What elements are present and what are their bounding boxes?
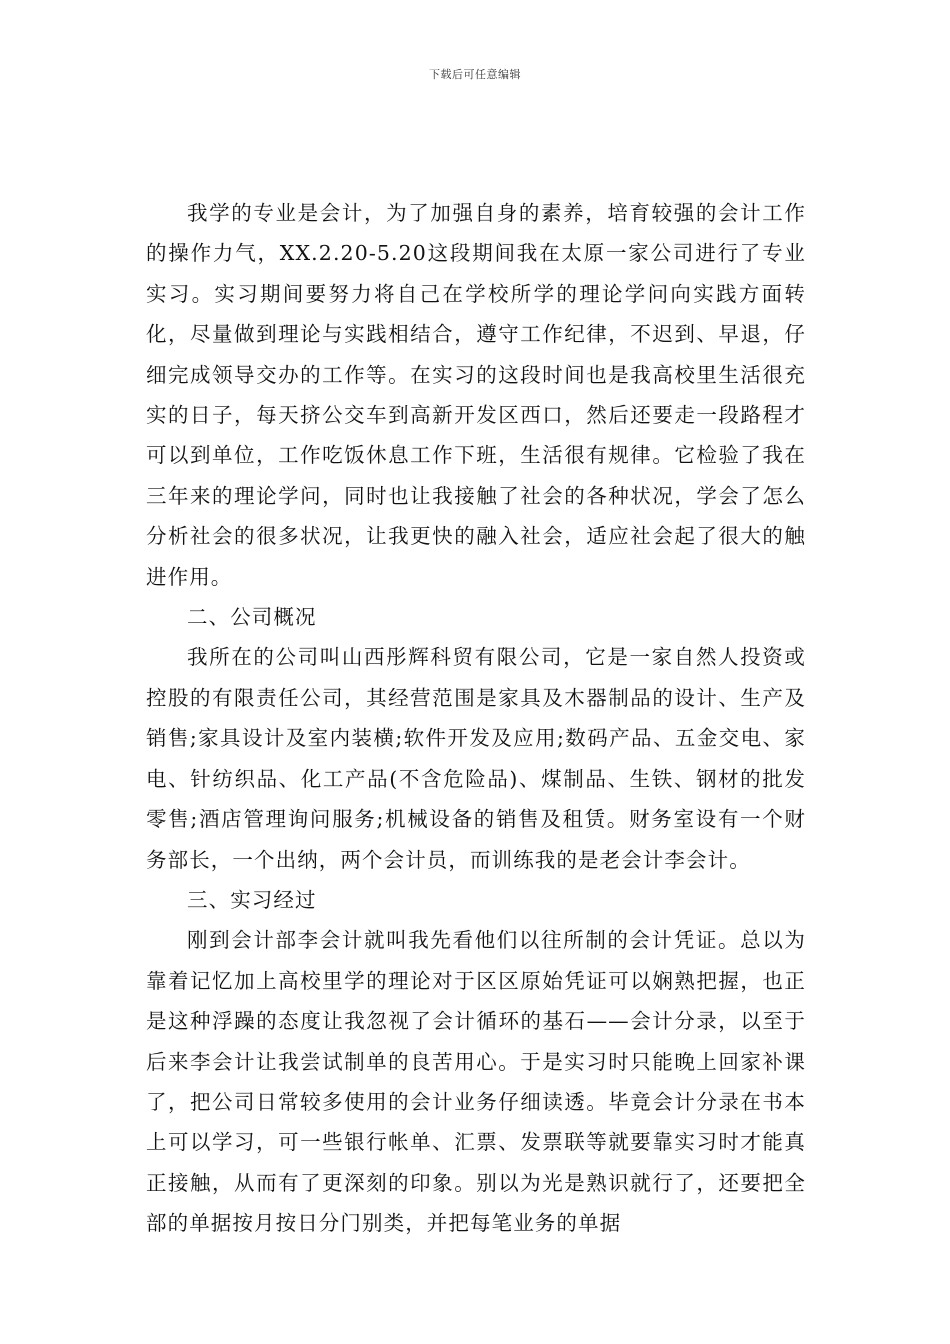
document-body	[146, 193, 806, 1244]
paragraph-intro: 我学的专业是会计，为了加强自身的素养，培育较强的会计工作的操作力气，XX.2.20-5.20这段期间我在太原一家公司进行了专业实习。实习期间要努力将自己在学校所学的理论学问向实践方面转化，尽量做到理论与实践相结合，遵守工作纪律，不迟到、早退，仔细完成领导交办的工作等。在实习的这段时间也是我高校里生活很充实的日子，每天挤公交车到高新开发区西口，然后还要走一段路程才可以到单位，工作吃饭休息工作下班，生活很有规律。它检验了我在三年来的理论学问，同时也让我接触了社会的各种状况，学会了怎么分析社会的很多状况，让我更快的融入社会，适应社会起了很大的触进作用。	[146, 201, 806, 589]
header-note: 下载后可任意编辑	[429, 68, 521, 81]
section-heading-internship-process: 三、实习经过	[187, 887, 317, 912]
paragraph-company-overview: 我所在的公司叫山西彤辉科贸有限公司，它是一家自然人投资或控股的有限责任公司，其经营范围是家具及木器制品的设计、生产及销售;家具设计及室内装横;软件开发及应用;数码产品、五金交电、家电、针纺织品、化工产品(不含危险品)、煤制品、生铁、钢材的批发零售;酒店管理询问服务;机械设备的销售及租赁。财务室设有一个财务部长，一个出纳，两个会计员，而训练我的是老会计李会计。	[146, 645, 806, 872]
paragraph-internship-process: 刚到会计部李会计就叫我先看他们以往所制的会计凭证。总以为靠着记忆加上高校里学的理论对于区区原始凭证可以娴熟把握，也正是这种浮躁的态度让我忽视了会计循环的基石——会计分录，以至于后来李会计让我尝试制单的良苦用心。于是实习时只能晚上回家补课了，把公司日常较多使用的会计业务仔细读透。毕竟会计分录在书本上可以学习，可一些银行帐单、汇票、发票联等就要靠实习时才能真正接触，从而有了更深刻的印象。别以为光是熟识就行了，还要把全部的单据按月按日分门别类，并把每笔业务的单据	[146, 928, 806, 1236]
section-heading-company-overview: 二、公司概况	[187, 605, 317, 630]
